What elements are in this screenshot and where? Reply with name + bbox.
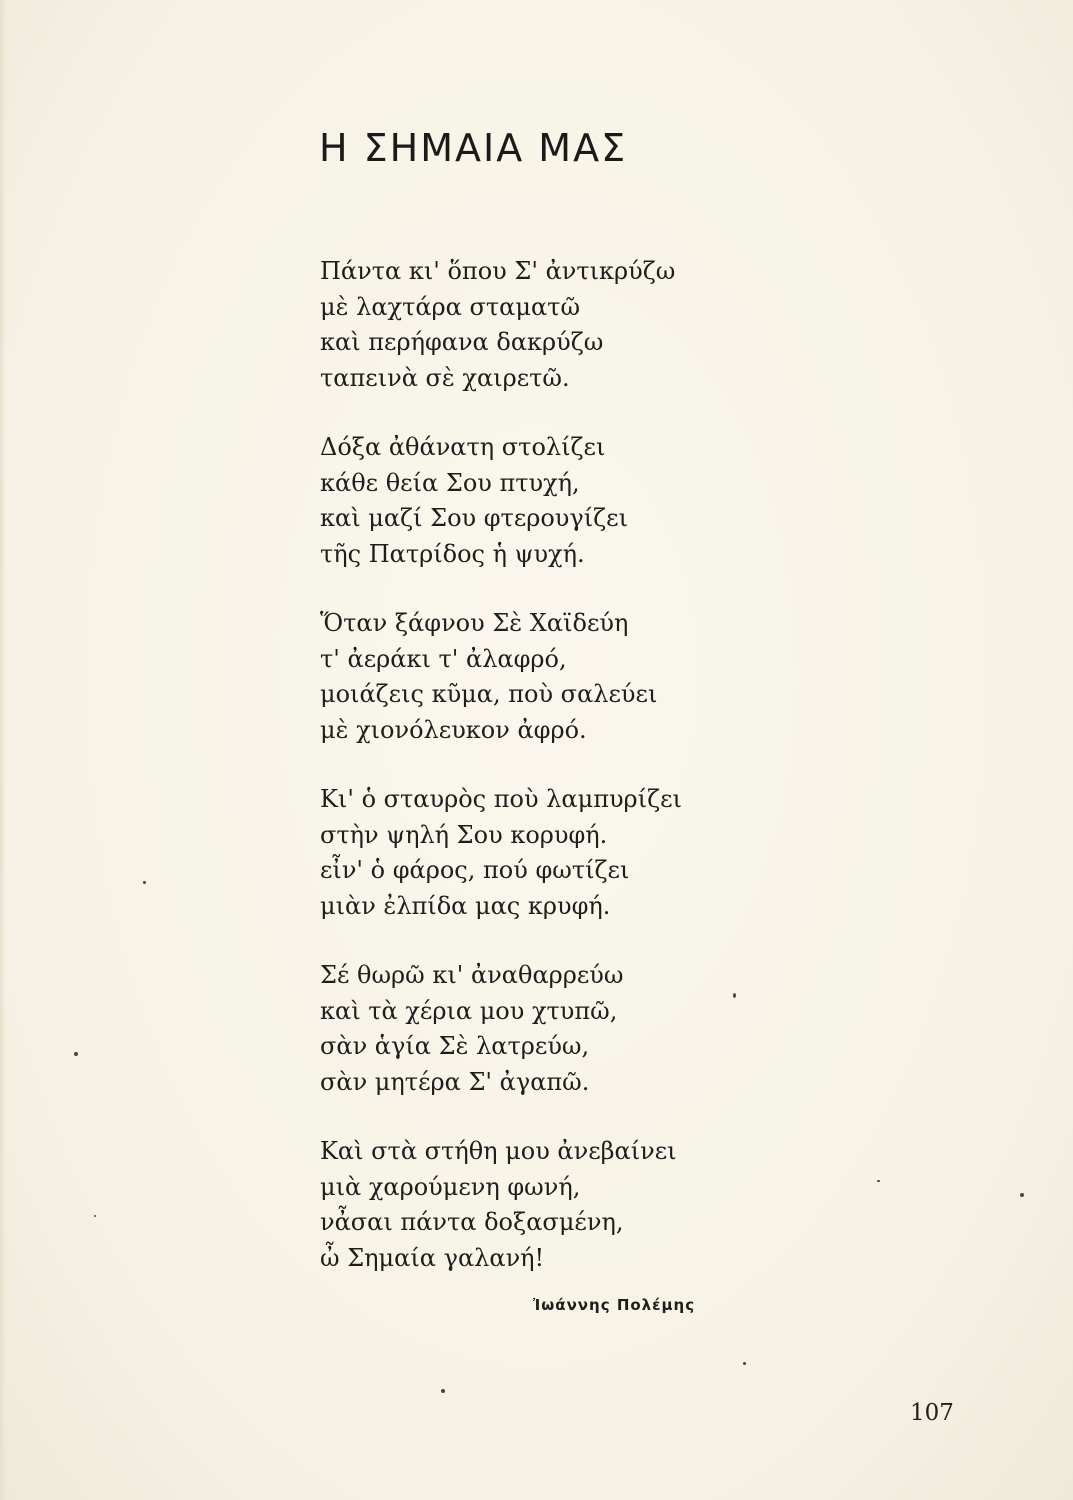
- poem-body: [320, 254, 780, 1310]
- poem-title: Η ΣΗΜΑΙΑ ΜΑΣ: [319, 126, 628, 170]
- dust-speck: [74, 1052, 78, 1056]
- page-edge-shadow: [0, 0, 6, 1500]
- poem-line: Σέ θωρῶ κι' ἀναθαρρεύω: [320, 961, 624, 989]
- poem-line: στὴν ψηλή Σου κορυφή.: [320, 820, 608, 849]
- poem-line: τῆς Πατρίδος ἡ ψυχή.: [320, 539, 585, 568]
- dust-speck: [143, 881, 146, 884]
- poem-line: κάθε θεία Σου πτυχή,: [320, 468, 580, 497]
- poem-line: Καὶ στὰ στήθη μου ἀνεβαίνει: [320, 1137, 677, 1165]
- poem-line: καὶ περήφανα δακρύζω: [320, 328, 604, 356]
- poem-line: Κι' ὁ σταυρὸς ποὺ λαμπυρίζει: [320, 785, 682, 813]
- poem-line: σὰν μητέρα Σ' ἀγαπῶ.: [320, 1067, 590, 1096]
- poem-line: ταπεινὰ σὲ χαιρετῶ.: [320, 363, 570, 392]
- poem-line: καὶ μαζί Σου φτερουγίζει: [320, 504, 629, 532]
- poem-line: μιὰν ἐλπίδα μας κρυφή.: [320, 891, 611, 920]
- poem-line: μὲ χιονόλευκον ἀφρό.: [320, 715, 587, 744]
- poem-line: μιὰ χαρούμενη φωνή,: [320, 1172, 581, 1201]
- poem-line: τ' ἀεράκι τ' ἀλαφρό,: [320, 644, 567, 673]
- stanza-2: [320, 430, 780, 572]
- dust-speck: [743, 1362, 746, 1365]
- poem-line: ὦ Σημαία γαλανή!: [320, 1243, 545, 1272]
- poem-line: Δόξα ἀθάνατη στολίζει: [320, 433, 606, 461]
- poem-line: σὰν ἁγία Σὲ λατρεύω,: [320, 1032, 590, 1060]
- stanza-3: [320, 606, 780, 748]
- dust-speck: [94, 1215, 96, 1217]
- poem-author: Ἰωάννης Πολέμης: [533, 1296, 696, 1314]
- poem-line: καὶ τὰ χέρια μου χτυπῶ,: [320, 996, 618, 1025]
- dust-speck: [441, 1389, 445, 1393]
- dust-speck: [1020, 1193, 1024, 1197]
- stanza-4: [320, 782, 780, 924]
- stanza-1: [320, 254, 780, 396]
- stanza-6: [320, 1134, 780, 1276]
- dust-speck: [733, 993, 736, 998]
- poem-line: μὲ λαχτάρα σταματῶ: [320, 292, 581, 321]
- poem-line: νἆσαι πάντα δοξασμένη,: [320, 1208, 624, 1236]
- poem-line: εἶν' ὁ φάρος, πού φωτίζει: [320, 856, 630, 884]
- page-number: 107: [910, 1400, 954, 1426]
- poem-line: Ὅταν ξάφνου Σὲ Χαϊδεύη: [320, 609, 629, 637]
- dust-speck: [877, 1180, 880, 1182]
- stanza-5: [320, 958, 780, 1100]
- poem-line: Πάντα κι' ὅπου Σ' ἀντικρύζω: [320, 257, 676, 285]
- poem-line: μοιάζεις κῦμα, ποὺ σαλεύει: [320, 680, 658, 708]
